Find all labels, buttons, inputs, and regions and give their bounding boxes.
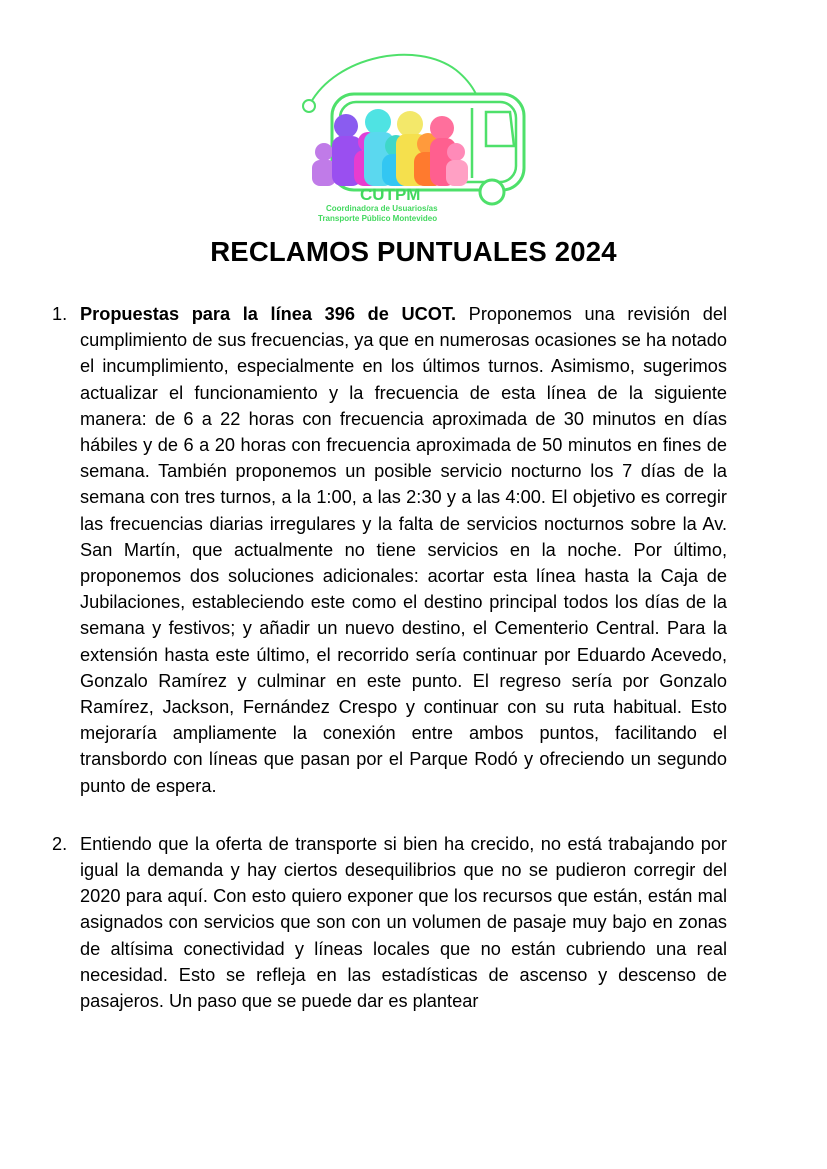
item-paragraph (80, 301, 727, 799)
item-text: Entiendo que la oferta de transporte si bien ha crecido, no está trabajando por igual la demanda y hay ciertos desequilibrios que no se pudieron corregir del 2020 para aquí. Con esto quiero exponer que los recursos que están, están mal asignados con servicios que son con un volumen de pasaje muy bajo en zonas de altísima conectividad y líneas locales que no están cubriendo una real necesidad. Esto se refleja en las estadísticas de ascenso y descenso de pasajeros. Un paso que se puede dar es plantear (80, 833, 727, 1012)
list-item (0, 301, 827, 799)
cutpm-logo (296, 46, 532, 224)
logo-subtitle-2: Transporte Público Montevideo (318, 214, 438, 223)
item-lead: Propuestas para la línea 396 de UCOT. (80, 304, 457, 324)
logo-subtitle-1: Coordinadora de Usuarios/as (326, 204, 438, 213)
item-paragraph (80, 831, 727, 1014)
item-number: 2. (52, 833, 68, 854)
claims-list (0, 301, 827, 1014)
item-text: Proponemos una revisión del cumplimiento de sus frecuencias, ya que en numerosas ocasiones se ha notado el incumplimiento, especialmente en los últimos turnos. Asimismo, sugerimos actualizar el funcionamiento y la frecuencia de esta línea de la siguiente manera: de 6 a 22 horas con frecuencia aproximada de 30 minutos en días hábiles y de 6 a 20 horas con frecuencia aproximada de 50 minutos en fines de semana. También proponemos un posible servicio nocturno los 7 días de la semana con tres turnos, a la 1:00, a las 2:30 y a las 4:00. El objetivo es corregir las frecuencias diarias irregulares y la falta de servicios nocturnos sobre la Av. San Martín, que actualmente no tiene servicios en la noche. Por último, proponemos dos soluciones adicionales: acortar esta línea hasta la Caja de Jubilaciones, estableciendo este como el destino principal todos los días de la semana y festivos; y añadir un nuevo destino, el Cementerio Central. Para la extensión hasta este último, el recorrido sería continuar por Eduardo Acevedo, Gonzalo Ramírez y culminar en este punto. El regreso sería por Gonzalo Ramírez, Jackson, Fernández Crespo y continuar con su ruta habitual. Esto mejoraría ampliamente la conexión entre ambos puntos, facilitando el transbordo con líneas que pasan por el Parque Rodó y ofreciendo un segundo punto de espera. (80, 304, 727, 796)
logo-name: CUTPM (360, 185, 421, 204)
list-item (0, 831, 827, 1014)
item-number: 1. (52, 304, 68, 324)
page-title: RECLAMOS PUNTUALES 2024 (210, 236, 617, 267)
